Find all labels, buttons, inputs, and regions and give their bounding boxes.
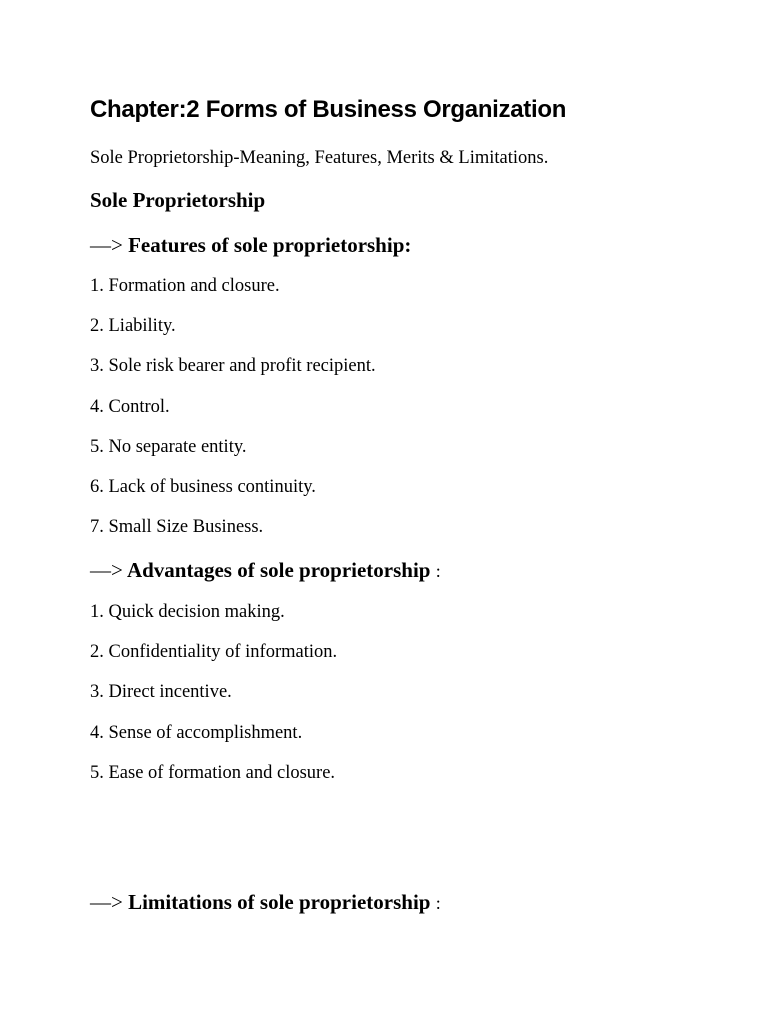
list-item: 4. Control. xyxy=(90,396,170,417)
list-item: 7. Small Size Business. xyxy=(90,517,264,538)
arrow-icon: —> xyxy=(90,558,123,582)
list-item: 5. Ease of formation and closure. xyxy=(90,762,336,783)
chapter-title: Chapter:2 Forms of Business Organization xyxy=(90,96,567,123)
list-item: 1. Formation and closure. xyxy=(90,276,280,296)
advantages-list xyxy=(90,600,337,801)
list-item: 2. Liability. xyxy=(90,316,176,337)
section-heading: Sole Proprietorship xyxy=(90,188,266,212)
list-item: 4. Sense of accomplishment. xyxy=(90,722,303,743)
list-item: 2. Confidentiality of information. xyxy=(90,642,338,663)
advantages-heading-label: Advantages of sole proprietorship xyxy=(126,558,431,582)
arrow-icon: —> xyxy=(90,233,123,257)
arrow-icon: —> xyxy=(90,890,123,914)
features-heading-label: Features of sole proprietorship: xyxy=(128,233,412,257)
list-item: 1. Quick decision making. xyxy=(90,602,285,622)
chapter-subtitle: Sole Proprietorship-Meaning, Features, Merits & Limitations. xyxy=(90,148,549,168)
list-item: 3. Sole risk bearer and profit recipient. xyxy=(90,356,376,377)
advantages-heading xyxy=(90,556,441,585)
list-item: 3. Direct incentive. xyxy=(90,682,232,703)
heading-colon: : xyxy=(435,561,441,581)
features-heading xyxy=(90,231,411,259)
features-list xyxy=(90,274,376,555)
list-item: 5. No separate entity. xyxy=(90,436,247,457)
heading-colon: : xyxy=(435,893,441,913)
limitations-heading-label: Limitations of sole proprietorship xyxy=(128,890,431,914)
list-item: 6. Lack of business continuity. xyxy=(90,476,316,497)
limitations-heading xyxy=(90,888,441,917)
